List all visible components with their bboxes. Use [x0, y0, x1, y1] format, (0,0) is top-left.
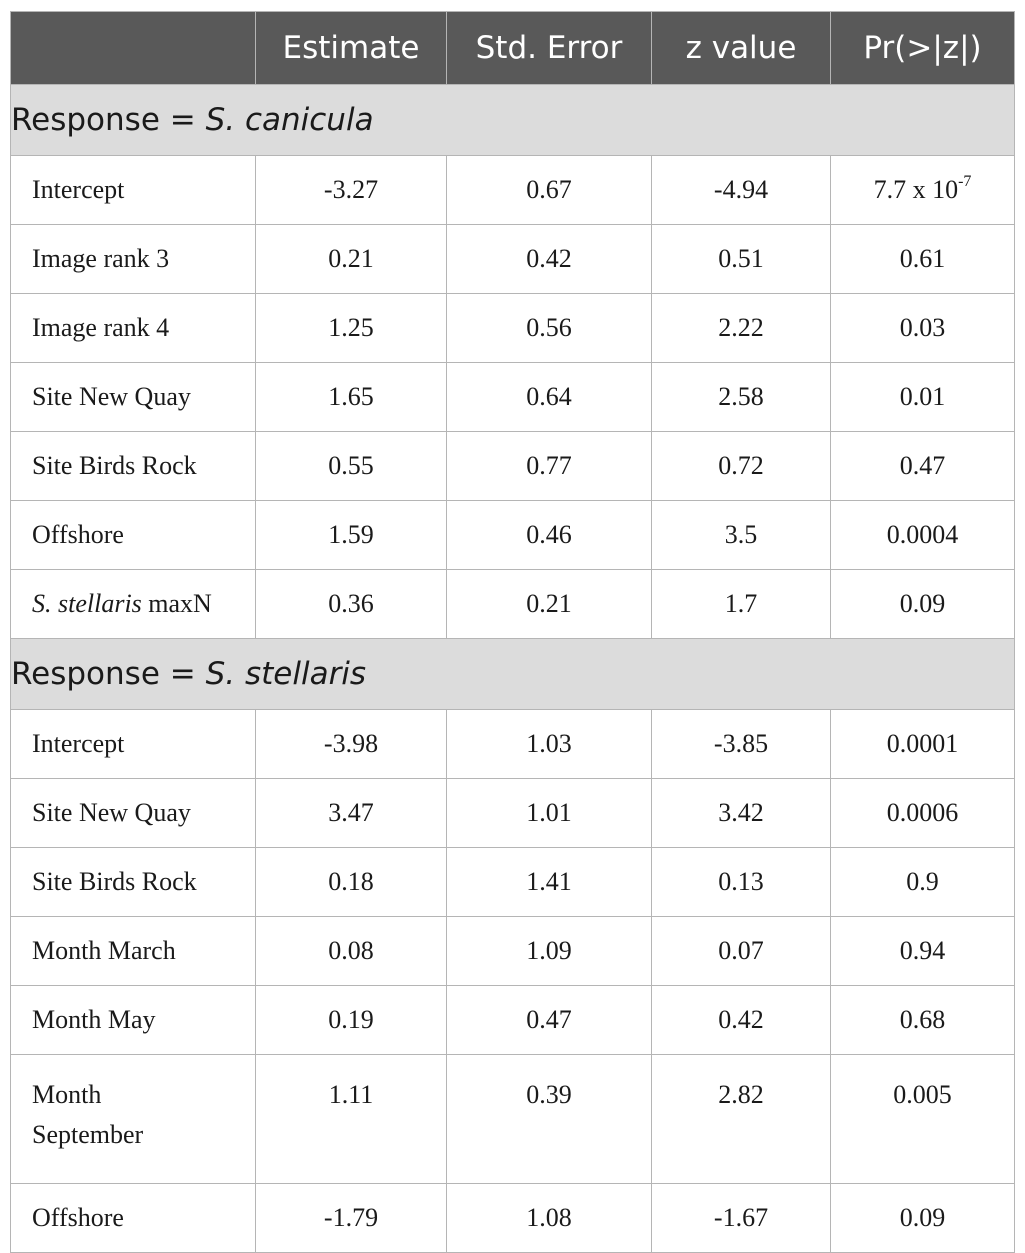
header-p-value: Pr(>|z|): [831, 12, 1015, 85]
row-label: Site Birds Rock: [11, 848, 256, 917]
cell-z-value: 0.51: [652, 225, 831, 294]
cell-p-value: 0.09: [831, 570, 1015, 639]
section-prefix: Response =: [11, 102, 206, 138]
cell-std-error: 0.42: [447, 225, 652, 294]
cell-p-value: 0.94: [831, 917, 1015, 986]
table-row: [11, 225, 1015, 294]
row-label-suffix: maxN: [141, 589, 212, 618]
table-row: [11, 986, 1015, 1055]
cell-z-value: 0.72: [652, 432, 831, 501]
cell-estimate: 0.36: [256, 570, 447, 639]
row-label: Month March: [11, 917, 256, 986]
cell-z-value: 2.22: [652, 294, 831, 363]
cell-std-error: 1.41: [447, 848, 652, 917]
cell-z-value: 0.07: [652, 917, 831, 986]
row-label: Month May: [11, 986, 256, 1055]
table-row: [11, 848, 1015, 917]
cell-estimate: 1.59: [256, 501, 447, 570]
cell-z-value: 3.42: [652, 779, 831, 848]
regression-table: [10, 11, 1015, 1253]
cell-z-value: -4.94: [652, 156, 831, 225]
cell-z-value: 2.58: [652, 363, 831, 432]
row-label: Image rank 3: [11, 225, 256, 294]
cell-estimate: 0.18: [256, 848, 447, 917]
header-std-error: Std. Error: [447, 12, 652, 85]
cell-std-error: 0.64: [447, 363, 652, 432]
table-row: [11, 156, 1015, 225]
cell-std-error: 0.39: [447, 1055, 652, 1184]
cell-std-error: 0.21: [447, 570, 652, 639]
cell-estimate: 1.11: [256, 1055, 447, 1184]
cell-p-value: 0.01: [831, 363, 1015, 432]
header-blank: [11, 12, 256, 85]
table-row: [11, 1184, 1015, 1253]
header-z-value: z value: [652, 12, 831, 85]
table-row: [11, 710, 1015, 779]
row-label: Site Birds Rock: [11, 432, 256, 501]
p-value-base: 7.7 x 10: [873, 175, 959, 204]
cell-estimate: -3.98: [256, 710, 447, 779]
row-label: [11, 1055, 256, 1184]
cell-estimate: 0.08: [256, 917, 447, 986]
cell-z-value: 1.7: [652, 570, 831, 639]
section-title: [11, 85, 1015, 156]
cell-estimate: -3.27: [256, 156, 447, 225]
cell-p-value: 0.47: [831, 432, 1015, 501]
cell-z-value: 0.42: [652, 986, 831, 1055]
section-title: [11, 639, 1015, 710]
row-label: Site New Quay: [11, 363, 256, 432]
row-label-line2: September: [32, 1120, 144, 1149]
row-label: Intercept: [11, 156, 256, 225]
table-row: [11, 917, 1015, 986]
row-label: Offshore: [11, 1184, 256, 1253]
row-label-line1: Month: [32, 1080, 102, 1109]
section-species: S. stellaris: [205, 656, 367, 692]
cell-std-error: 1.08: [447, 1184, 652, 1253]
cell-p-value: 0.09: [831, 1184, 1015, 1253]
cell-p-value: [831, 156, 1015, 225]
cell-p-value: 0.9: [831, 848, 1015, 917]
cell-p-value: 0.61: [831, 225, 1015, 294]
cell-z-value: -3.85: [652, 710, 831, 779]
cell-estimate: 1.25: [256, 294, 447, 363]
row-label: Offshore: [11, 501, 256, 570]
row-label: Site New Quay: [11, 779, 256, 848]
cell-z-value: -1.67: [652, 1184, 831, 1253]
cell-estimate: 3.47: [256, 779, 447, 848]
cell-estimate: 0.55: [256, 432, 447, 501]
row-label: Intercept: [11, 710, 256, 779]
cell-estimate: -1.79: [256, 1184, 447, 1253]
cell-std-error: 0.47: [447, 986, 652, 1055]
cell-z-value: 3.5: [652, 501, 831, 570]
header-estimate: Estimate: [256, 12, 447, 85]
p-value-exponent: -7: [958, 173, 972, 190]
cell-std-error: 0.56: [447, 294, 652, 363]
table-row: [11, 779, 1015, 848]
table-row: [11, 294, 1015, 363]
cell-p-value: 0.03: [831, 294, 1015, 363]
cell-estimate: 1.65: [256, 363, 447, 432]
cell-std-error: 0.67: [447, 156, 652, 225]
section-species: S. canicula: [205, 102, 374, 138]
row-label-species: S. stellaris: [32, 589, 142, 618]
cell-std-error: 1.01: [447, 779, 652, 848]
row-label: Image rank 4: [11, 294, 256, 363]
cell-p-value: 0.0006: [831, 779, 1015, 848]
table-row: [11, 501, 1015, 570]
table-row: [11, 432, 1015, 501]
section-header-canicula: [11, 85, 1015, 156]
section-prefix: Response =: [11, 656, 206, 692]
cell-z-value: 2.82: [652, 1055, 831, 1184]
cell-std-error: 0.46: [447, 501, 652, 570]
table-row: [11, 363, 1015, 432]
table-row: [11, 570, 1015, 639]
cell-p-value: 0.0004: [831, 501, 1015, 570]
cell-z-value: 0.13: [652, 848, 831, 917]
cell-estimate: 0.21: [256, 225, 447, 294]
section-header-stellaris: [11, 639, 1015, 710]
cell-p-value: 0.0001: [831, 710, 1015, 779]
cell-std-error: 0.77: [447, 432, 652, 501]
cell-std-error: 1.03: [447, 710, 652, 779]
header-row: [11, 12, 1015, 85]
row-label: [11, 570, 256, 639]
cell-p-value: 0.005: [831, 1055, 1015, 1184]
cell-p-value: 0.68: [831, 986, 1015, 1055]
table-row: [11, 1055, 1015, 1184]
cell-std-error: 1.09: [447, 917, 652, 986]
cell-estimate: 0.19: [256, 986, 447, 1055]
